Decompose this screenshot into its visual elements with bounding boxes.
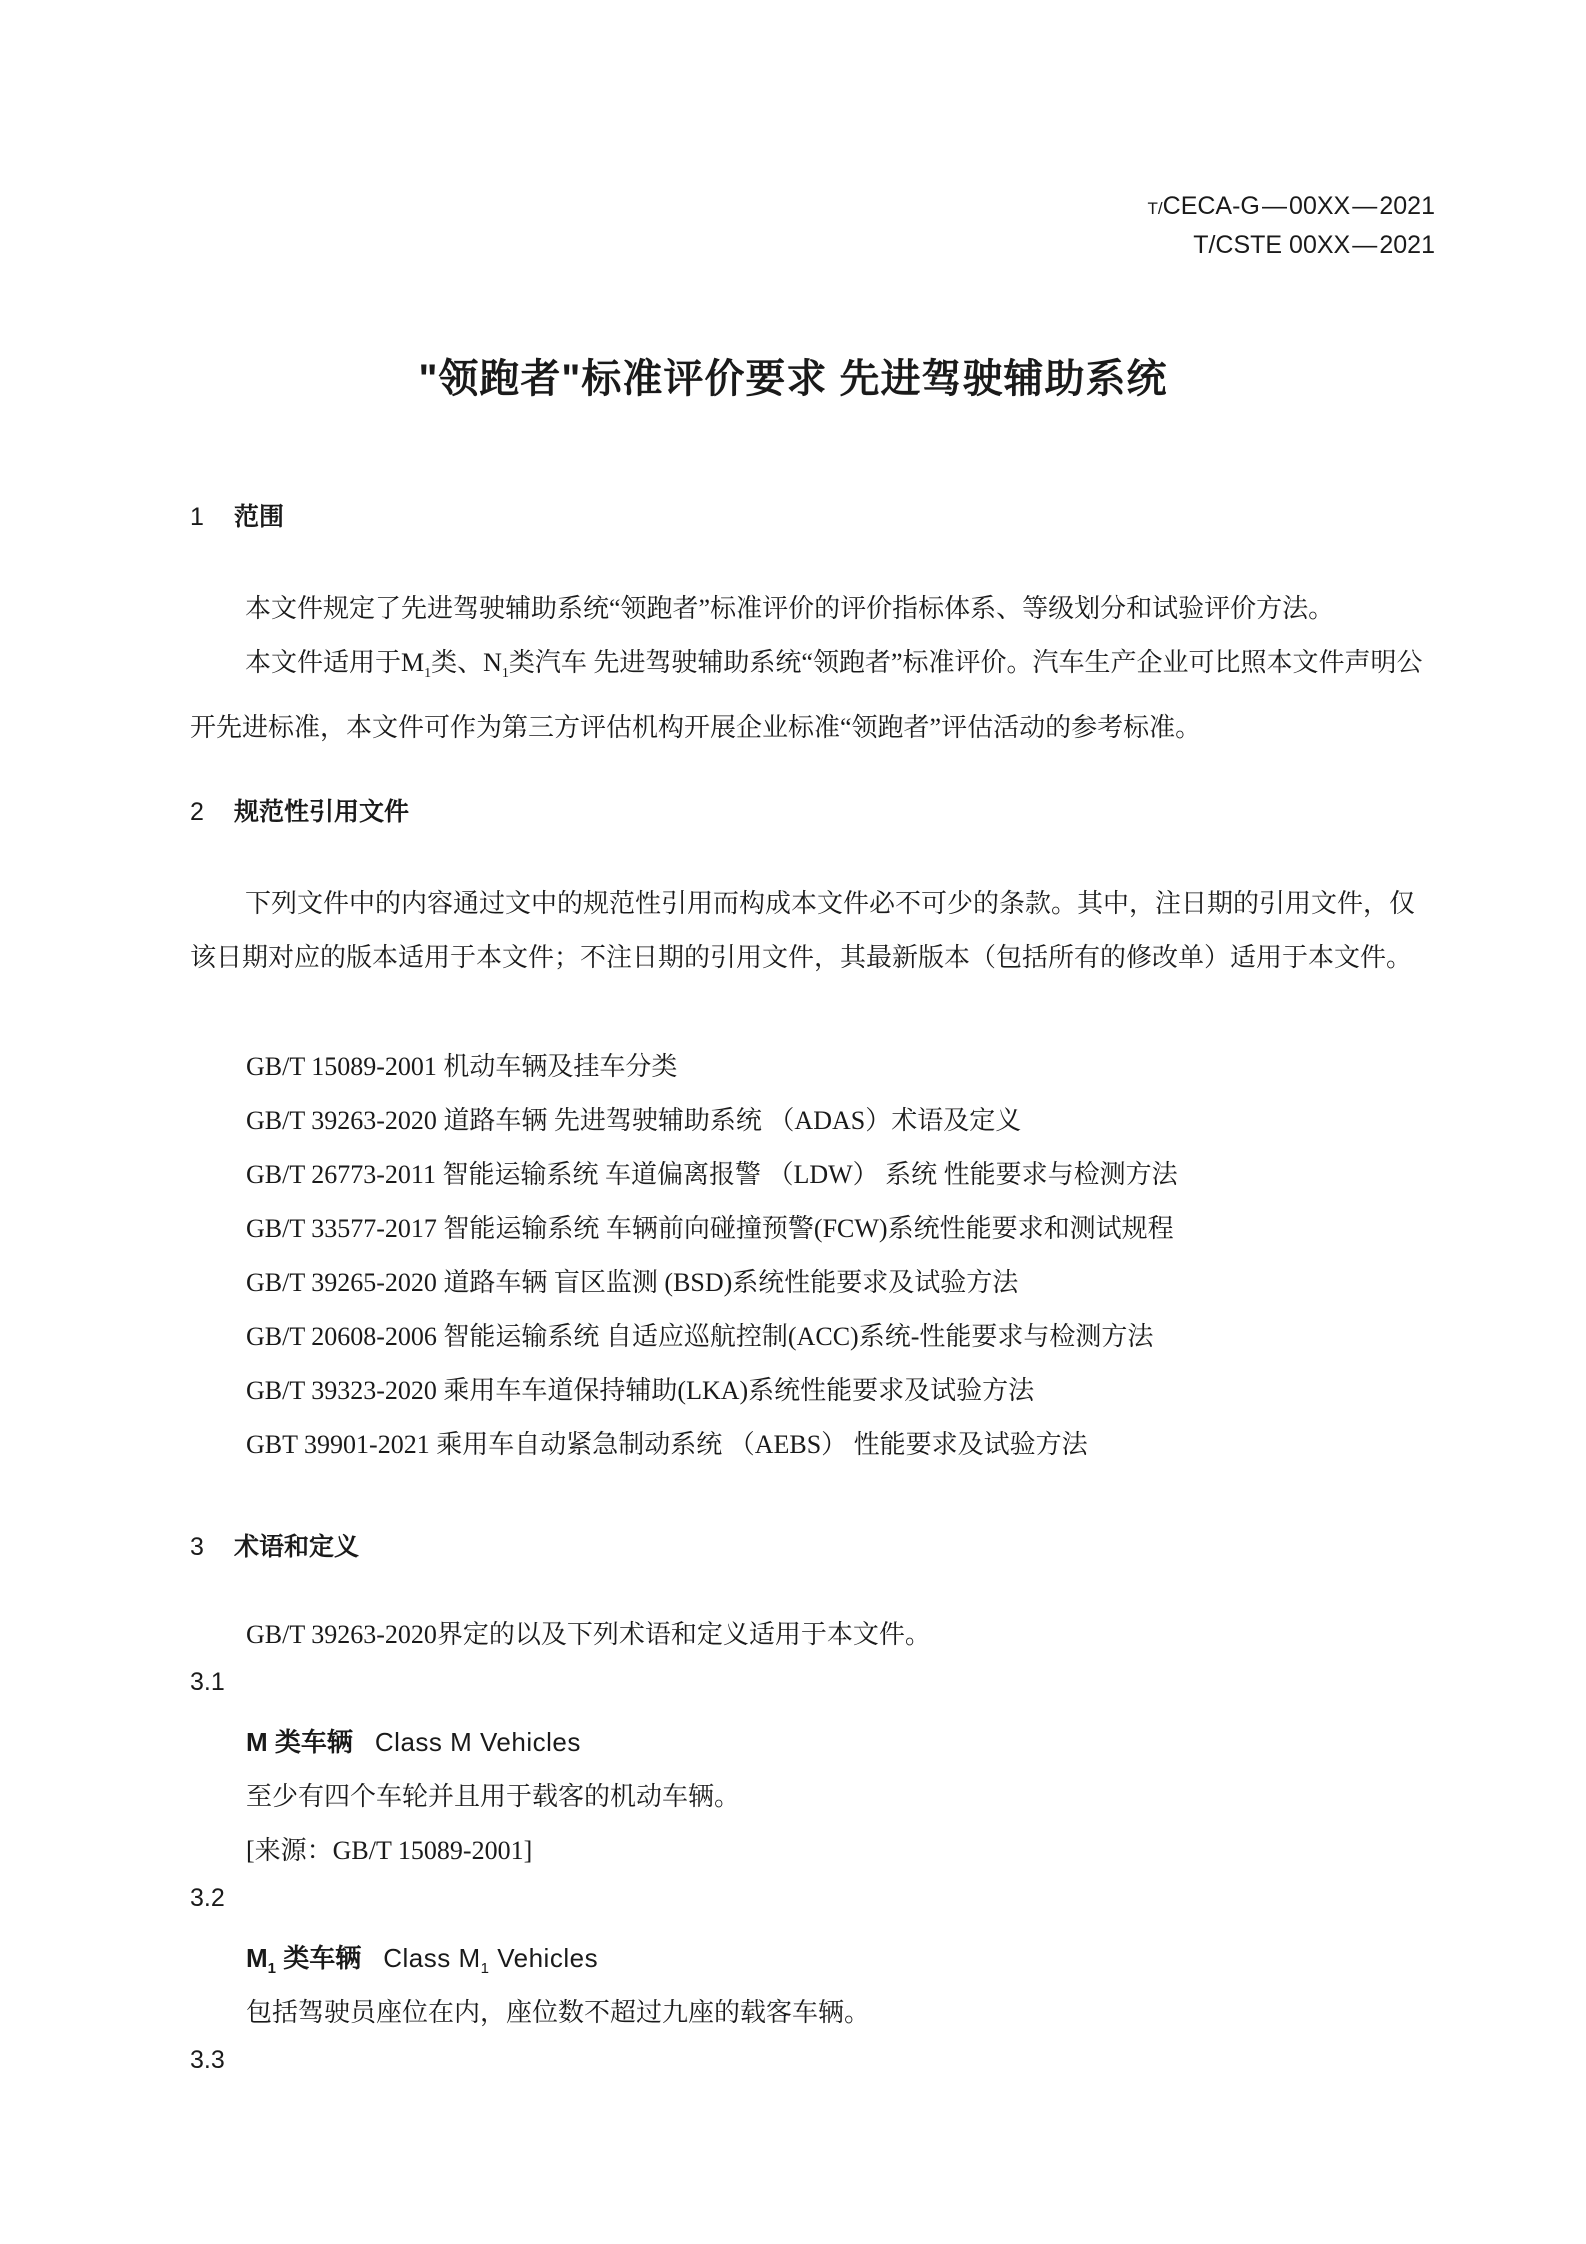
scope-paragraph-1: 本文件规定了先进驾驶辅助系统“领跑者”标准评价的评价指标体系、等级划分和试验评价方法。 [245, 594, 1335, 623]
terms-intro: GB/T 39263-2020界定的以及下列术语和定义适用于本文件。 [246, 1620, 931, 1649]
clause-number: 3.1 [190, 1668, 225, 1696]
section-title: 范围 [234, 503, 285, 531]
reference-item: GBT 39901-2021 乘用车自动紧急制动系统 （AEBS） 性能要求及试验方法 [246, 1430, 1088, 1459]
section-heading-scope [190, 497, 284, 533]
term-definition: 至少有四个车轮并且用于载客的机动车辆。 [246, 1782, 741, 1811]
section-title: 规范性引用文件 [234, 798, 410, 826]
reference-item: GB/T 39265-2020 道路车辆 盲区监测 (BSD)系统性能要求及试验方法 [246, 1268, 1019, 1297]
clause-number: 3.3 [190, 2046, 225, 2074]
term-chinese: M 类车辆 [246, 1727, 353, 1757]
term-heading [246, 1722, 581, 1759]
code-prefix: T/ [1147, 199, 1163, 218]
term-chinese: $M_1$ 类车辆 [246, 1943, 362, 1978]
reference-item: GB/T 39263-2020 道路车辆 先进驾驶辅助系统 （ADAS）术语及定义 [246, 1106, 1022, 1135]
document-codes [1148, 188, 1435, 263]
normative-intro-paragraph: 下列文件中的内容通过文中的规范性引用而构成本文件必不可少的条款。其中，注日期的引用文件，仅该日期对应的版本适用于本文件；不注日期的引用文件，其最新版本（包括所有的修改单）适用于本文件。 [190, 889, 1416, 972]
section-heading-terms [190, 1527, 359, 1563]
section-title: 术语和定义 [234, 1533, 360, 1561]
document-title: "领跑者"标准评价要求 先进驾驶辅助系统 [418, 357, 1168, 401]
document-code-ceca [1148, 188, 1435, 227]
term-english: Class $M_1$ Vehicles [383, 1943, 599, 1978]
section-number: 1 [190, 503, 204, 531]
section-heading-normative-references [190, 792, 409, 828]
term-source: [来源：GB/T 15089-2001] [246, 1836, 533, 1865]
reference-item: GB/T 39323-2020 乘用车车道保持辅助(LKA)系统性能要求及试验方法 [246, 1376, 1035, 1405]
term-definition: 包括驾驶员座位在内，座位数不超过九座的载客车辆。 [246, 1998, 871, 2027]
code-rest: CECA-G — 00XX — 2021 [1162, 192, 1435, 220]
scope-paragraph-2: 本文件适用于$M_1$类、$N_1$类汽车 先进驾驶辅助系统“领跑者”标准评价。汽车生产企业可比照本文件声明公开先进标准，本文件可作为第三方评估机构开展企业标准“领跑者”评估活动的参考标准。 [190, 648, 1423, 743]
reference-item: GB/T 20608-2006 智能运输系统 自适应巡航控制(ACC)系统-性能要求与检测方法 [246, 1322, 1154, 1351]
reference-item: GB/T 33577-2017 智能运输系统 车辆前向碰撞预警(FCW)系统性能要求和测试规程 [246, 1214, 1174, 1243]
section-number: 3 [190, 1533, 204, 1561]
reference-item: GB/T 15089-2001 机动车辆及挂车分类 [246, 1052, 678, 1081]
term-heading [246, 1938, 598, 1977]
document-code-cste: T/CSTE 00XX — 2021 [1193, 231, 1435, 259]
section-number: 2 [190, 798, 204, 826]
clause-number: 3.2 [190, 1884, 225, 1912]
reference-item: GB/T 26773-2011 智能运输系统 车道偏离报警 （LDW） 系统 性能要求与检测方法 [246, 1160, 1178, 1189]
term-english: Class M Vehicles [374, 1727, 581, 1757]
